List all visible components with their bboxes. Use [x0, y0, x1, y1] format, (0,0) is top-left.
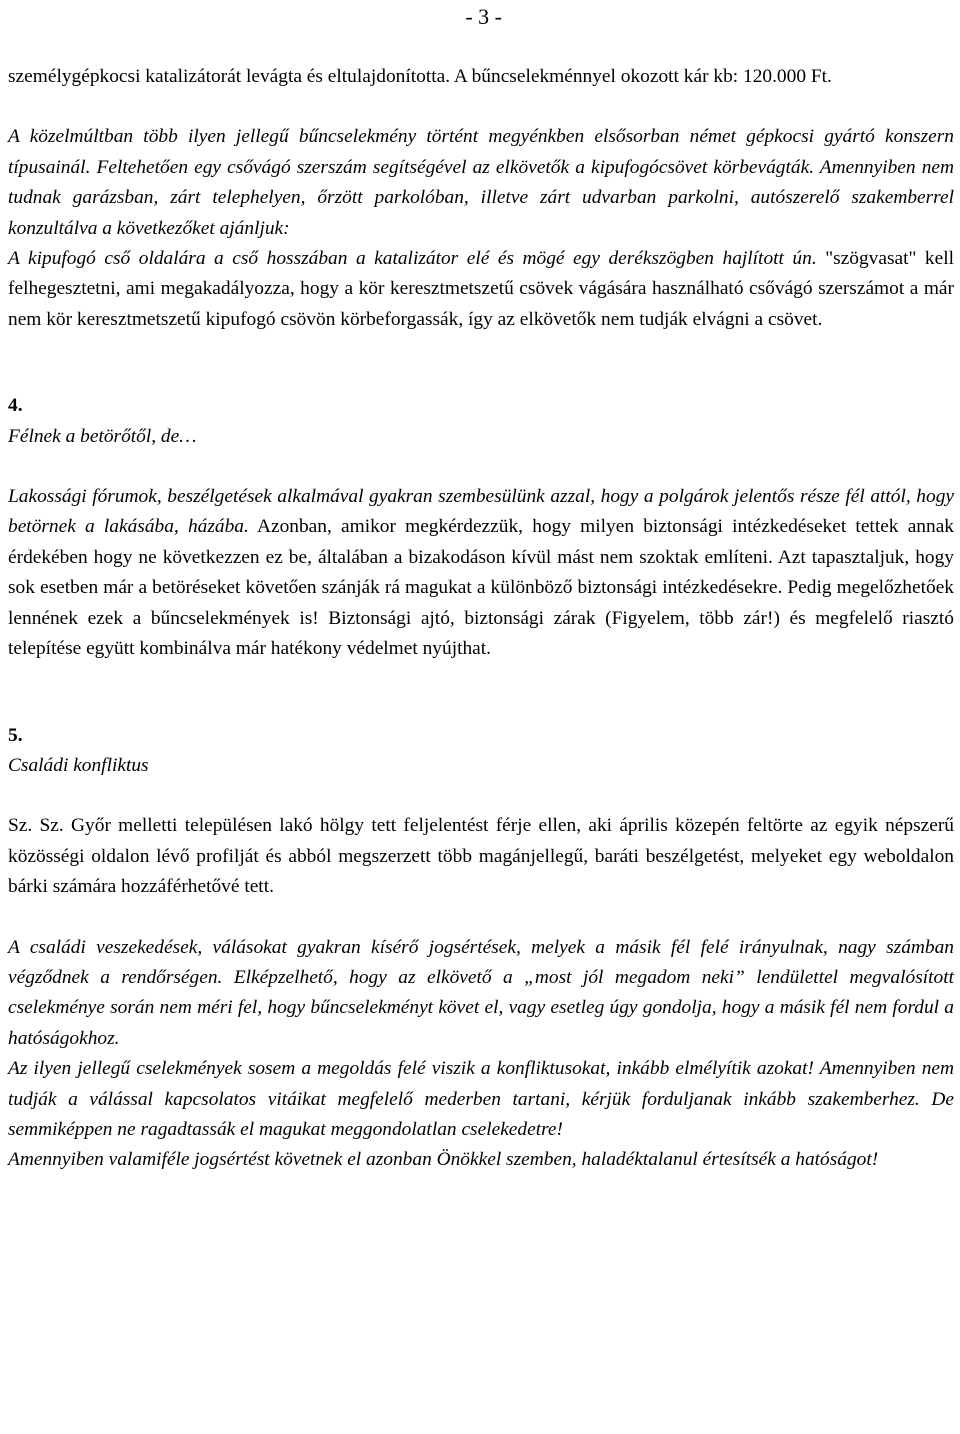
section-5-title: Családi konfliktus — [8, 754, 149, 776]
intro-paragraph: személygépkocsi katalizátorát levágta és eltulajdonította. A bűncselekménnyel okozott kár kb: 120.000 Ft. — [8, 66, 832, 87]
catalyst-warning-lead: A közelmúltban több ilyen jellegű bűncselekmény történt megyénkben elsősorban német gépkocsi gyártó konszern típusainál. Feltehetően egy csővágó szerszám segítségével az elkövetők a kipufogócsövet körbevágták. Amennyiben nem tudnak garázsban, zárt telephelyen, őrzött parkolóban, illetve zárt udvarban parkolni, autószerelő szakemberrel konzultálva a következőket ajánljuk: — [8, 126, 954, 239]
catalyst-warning-paragraph — [8, 122, 954, 335]
catalyst-advice-text: "szögvasat" kell felhegesztetni, ami megakadályozza, hogy a kör keresztmetszetű csövek vágására használható csővágó szerszámot a már nem kör keresztmetszetű kipufogó csövön körbeforgassák, így az elkövetők nem tudják elvágni a csövet. — [8, 248, 954, 330]
document-page — [8, 0, 954, 1176]
section-4-italic-lead: Lakossági fórumok, beszélgetések alkalmával gyakran szembesülünk azzal, hogy a polgárok jelentős része fél attól, hogy betörnek a lakásába, házába. — [8, 486, 954, 538]
section-4-number: 4. — [8, 395, 23, 417]
section-5-case-paragraph: Sz. Sz. Győr melletti településen lakó hölgy tett feljelentést férje ellen, aki április közepén feltörte az egyik népszerű közösségi oldalon lévő profilját és abból megszerzett több magánjellegű, baráti beszélgetést, melyeket egy weboldalon bárki számára hozzáférhetővé tett. — [8, 815, 954, 898]
section-4-paragraph — [8, 482, 954, 664]
section-5-number: 5. — [8, 724, 23, 746]
section-4-title: Félnek a betörőtől, de… — [8, 425, 197, 447]
page-number: - 3 - — [465, 4, 502, 29]
catalyst-advice-italic: A kipufogó cső oldalára a cső hosszában a katalizátor elé és mögé egy derékszögben hajlított ún. — [8, 248, 817, 270]
section-5-advice-paragraph: A családi veszekedések, válásokat gyakran kísérő jogsértések, melyek a másik fél felé irányulnak, nagy számban végződnek a rendőrségen. Elképzelhető, hogy az elkövető a „most jól megadom neki” lendülettel megvalósított cselekménye során nem méri fel, hogy bűncselekményt követ el, vagy esetleg úgy gondolja, hogy a másik fél nem fordul a hatóságokhoz. — [8, 936, 954, 1049]
section-5-closing-paragraph: Amennyiben valamiféle jogsértést követnek el azonban Önökkel szemben, haladéktalanul értesítsék a hatóságot! — [8, 1149, 879, 1171]
section-4-text: Azonban, amikor megkérdezzük, hogy milyen biztonsági intézkedéseket tettek annak érdekében hogy ne következzen ez be, általában a bizakodáson kívül mást nem szoktak említeni. Azt tapasztaljuk, hogy sok esetben már a betöréseket követően szánják rá magukat a különböző biztonsági intézkedésekre. Pedig megelőzhetőek lennének ezek a bűncselekmények is! Biztonsági ajtó, biztonsági zárak (Figyelem, több zár!) és megfelelő riasztó telepítése együtt kombinálva már hatékony védelmet nyújthat. — [8, 516, 954, 660]
section-5-recommendation-paragraph: Az ilyen jellegű cselekmények sosem a megoldás felé viszik a konfliktusokat, inkább elmélyítik azokat! Amennyiben nem tudják a válással kapcsolatos vitáikat megfelelő mederben tartani, kérjük forduljanak inkább szakemberhez. De semmiképpen ne ragadtassák el magukat meggondolatlan cselekedetre! — [8, 1058, 954, 1140]
